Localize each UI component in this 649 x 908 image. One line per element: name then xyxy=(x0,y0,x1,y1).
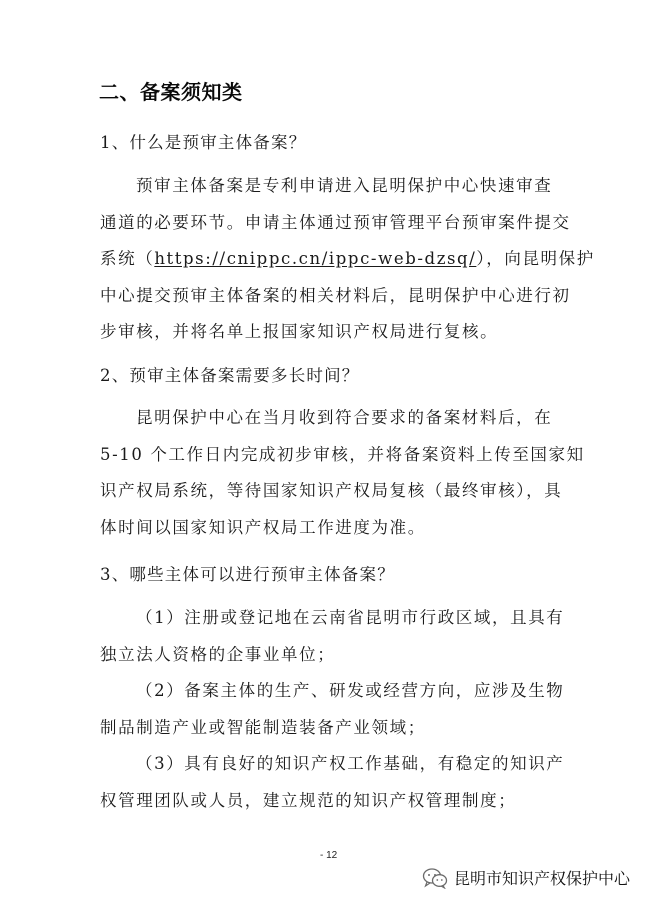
criteria-item-1: （1）注册或登记地在云南省昆明市行政区域，且具有 xyxy=(136,608,565,627)
system-link[interactable]: https://cnippc.cn/ippc-web-dzsq/ xyxy=(154,249,477,268)
answer-1-line: 通道的必要环节。申请主体通过预审管理平台预审案件提交 xyxy=(100,212,571,232)
watermark-text: 昆明市知识产权保护中心 xyxy=(454,869,631,888)
question-1: 1、什么是预审主体备案？ xyxy=(100,133,307,152)
question-2: 2、预审主体备案需要多长时间？ xyxy=(100,366,360,385)
answer-1-line: 中心提交预审主体备案的相关材料后，昆明保护中心进行初 xyxy=(100,285,571,305)
answer-2-line: 体时间以国家知识产权局工作进度为准。 xyxy=(100,517,426,537)
answer-2-line: 识产权局系统，等待国家知识产权局复核（最终审核），具 xyxy=(100,481,563,500)
answer-1-line-with-link xyxy=(100,241,595,278)
criteria-item-3: （3）具有良好的知识产权工作基础，有稳定的知识产 xyxy=(136,754,565,773)
criteria-item-2: （2）备案主体的生产、研发或经营方向，应涉及生物 xyxy=(136,681,565,700)
criteria-item-3-cont: 权管理团队或人员，建立规范的知识产权管理制度； xyxy=(100,790,517,810)
link-prefix: 系统（ xyxy=(100,249,155,268)
section-title: 二、备案须知类 xyxy=(99,80,243,104)
answer-2-line: 昆明保护中心在当月收到符合要求的备案材料后，在 xyxy=(136,408,553,427)
page-number: - 12 xyxy=(320,850,338,861)
answer-1-line: 步审核，并将名单上报国家知识产权局进行复核。 xyxy=(100,322,499,341)
answer-2 xyxy=(100,400,585,546)
link-suffix: ），向昆明保护 xyxy=(476,249,595,268)
wechat-icon xyxy=(422,867,448,889)
wechat-watermark xyxy=(422,866,630,889)
answer-1 xyxy=(100,168,595,351)
answer-2-line: 5-10 个工作日内完成初步审核，并将备案资料上传至国家知 xyxy=(100,444,585,464)
criteria-item-1-cont: 独立法人资格的企事业单位； xyxy=(100,644,336,664)
question-3: 3、哪些主体可以进行预审主体备案？ xyxy=(100,565,395,584)
criteria-item-2-cont: 制品制造产业或智能制造装备产业领域； xyxy=(100,717,426,737)
answer-3 xyxy=(100,600,565,819)
answer-1-line: 预审主体备案是专利申请进入昆明保护中心快速审查 xyxy=(136,176,553,195)
